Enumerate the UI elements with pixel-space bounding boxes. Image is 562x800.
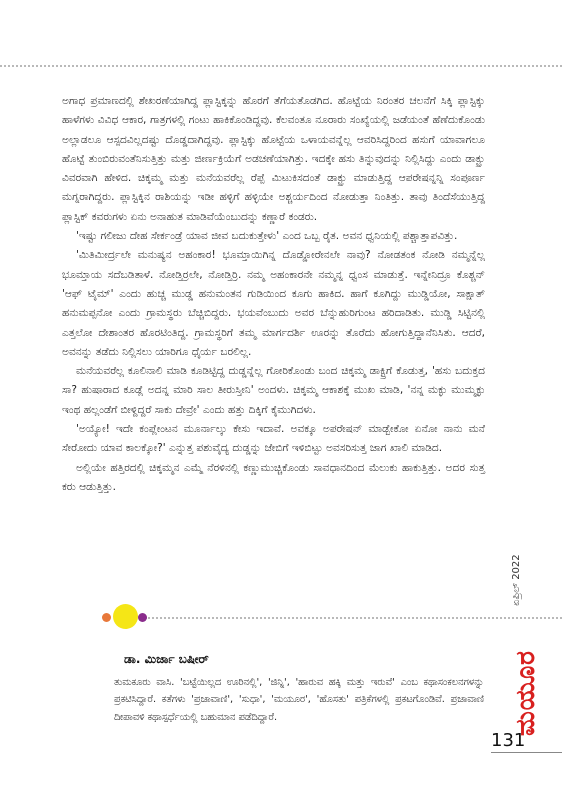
article-paragraph: 'ಇಷ್ಟು ಗಲೀಜು ದೇಹ ಸೇರ್ಕಂಡ್ರೆ ಯಾವ ಜೀವ ಬದುಕುತ್ತೇಳು' ಎಂದ ಒಬ್ಬ ರೈತ. ಅವನ ಧ್ವನಿಯಲ್ಲಿ ಪಶ್ಚಾತ್ತಾಪವಿತ್ತು.: [76, 230, 458, 243]
purple-dot-ornament: [138, 613, 147, 622]
article-paragraph: 'ಮಿತಿಮೀರ್ದ್ರಲೇ ಮನುಷ್ಯನ ಅಹಂಕಾರ! ಭೂಮ್ತಾಯಿಗಿನ್ನ ದೊಡ್ಡೋರೇನಲೇ ನಾವು? ನೋಡತಂಕ ನೋಡಿ ನಮ್ಮನ್ನೆಲ್ಲ ಭೂಮ್ತಾಯ ಸದೆಬಡಿತಾಳೆ. ನೋಡ್ತಿರ್ರಲೇ, ನೋಡ್ತಿರ್ರಿ. ನಮ್ಮ ಅಹಂಕಾರನೇ ನಮ್ಮನ್ನ ಧ್ವಂಸ ಮಾಡುತ್ತೆ. ಇನ್ನೇನಿದ್ರೂ ಕೊಶ್ಚನ್ 'ಆಫ್ ಟೈಮ್' ಎಂದು ಹುಚ್ಚ ಮುಡ್ಡ ಹನುಮಂತನ ಗುಡಿಯಿಂದ ಕೂಗು ಹಾಕಿದ. ಹಾಗೆ ಕೂಗಿದ್ದು ಮುಡ್ಡಿಯೋ, ಸಾಕ್ಷಾತ್ ಹನುಮಪ್ಪನೋ ಎಂದು ಗ್ರಾಮಸ್ಥರು ಬೆಚ್ಚಿಬಿದ್ದರು. ಭಯವೆಂಬುದು ಅವರ ಬೆನ್ನುಹುರಿಗುಂಟ ಹರಿದಾಡಿತು. ಮುಡ್ಡಿ ಸಿಟ್ಟಿನಲ್ಲಿ ಎತ್ತಲೋ ದೇಶಾಂತರ ಹೊರಟಿಂತಿದ್ದ. ಗ್ರಾಮಸ್ಥರಿಗೆ ತಮ್ಮ ಮಾರ್ಗದರ್ಶಿ ಊರನ್ನು ತೊರೆದು ಹೋಗುತ್ತಿದ್ದಾನೆನಿಸಿತು. ಆದರೆ, ಅವನನ್ನು ತಡೆದು ನಿಲ್ಲಿಸಲು ಯಾರಿಗೂ ಧೈರ್ಯ ಬರಲಿಲ್ಲ.: [62, 249, 485, 358]
top-dotted-rule: [0, 65, 562, 67]
magazine-logo: ಮಯೂರ: [511, 650, 541, 736]
section-dotted-rule: [145, 617, 562, 619]
article-paragraph: ಮನೆಯವರೆಲ್ಲ ಕೂಲಿನಾಲಿ ಮಾಡಿ ಕೂಡಿಟ್ಟಿದ್ದ ದುಡ್ಡನ್ನೆಲ್ಲ ಗೋರಿಕೊಂಡು ಬಂದ ಚಿಕ್ಕಮ್ಮ ಡಾಕ್ಟ್ರಿಗೆ ಕೊಡುತ್ತ, 'ಹಸು ಬದುಕ್ತದ ಸಾ? ಹುಷಾರಾದ ಕೂಡ್ಲೆ ಅದನ್ನ ಮಾರಿ ಸಾಲ ತೀರುಸ್ತೀನಿ' ಅಂದಳು. ಚಿಕ್ಕಮ್ಮ ಆಕಾಶಕ್ಕೆ ಮುಖ ಮಾಡಿ, 'ನನ್ನ ಮಕ್ಳು ಮುಮ್ಮಕ್ಳು ಇಂಥ ಹಲ್ಲಂಡೆಗೆ ಬೀಳ್ದಿದ್ದರೆ ಸಾಕು ದೇವ್ರೇ' ಎಂದು ಹತ್ತು ದಿಕ್ಕಿಗೆ ಕೈಮುಗಿದಳು.: [62, 365, 485, 416]
orange-dot-ornament: [102, 613, 111, 622]
page-number: 131: [491, 730, 526, 751]
article-body: [62, 92, 485, 497]
author-bio: ತುಮಕೂರು ವಾಸಿ. 'ಬಟ್ಟೆಯಿಲ್ಲದ ಊರಿನಲ್ಲಿ', 'ಜಿನ್ನಿ', 'ಹಾರುವ ಹಕ್ಕಿ ಮತ್ತು ಇರುವೆ' ಎಂಬ ಕಥಾಸಂಕಲನಗಳನ್ನು ಪ್ರಕಟಿಸಿದ್ದಾರೆ. ಕತೆಗಳು 'ಪ್ರಜಾವಾಣಿ', 'ಸುಧಾ', 'ಮಯೂರ', 'ಹೊಸತು' ಪತ್ರಿಕೆಗಳಲ್ಲಿ ಪ್ರಕಟಗೊಂಡಿವೆ. ಪ್ರಜಾವಾಣಿ ದೀಪಾವಳಿ ಕಥಾಸ್ಪರ್ಧೆಯಲ್ಲಿ ಬಹುಮಾನ ಪಡೆದಿದ್ದಾರೆ.: [114, 677, 484, 723]
article-paragraph: 'ಅಯ್ಯೋ! ಇದೇ ಕಂಪ್ಲೇಂಟನ ಮೂರ್ನಾಲ್ಕು ಕೇಸು ಇದಾವೆ. ಅವಕ್ಕೂ ಅಪರೇಷನ್ ಮಾಡ್ಬೇಕೋ ಏನೋ ನಾನು ಮನೆ ಸೇರೋದು ಯಾವ ಕಾಲಕ್ಕೋ?' ಎನ್ನುತ್ತ ಪಶುವೈದ್ಯ ದುಡ್ಡನ್ನು ಜೇಬಿಗೆ ಇಳಿಬಿಟ್ಟು ಅವಸರಿಸುತ್ತ ಜಾಗ ಖಾಲಿ ಮಾಡಿದ.: [62, 423, 485, 455]
page-number-rule: [491, 752, 562, 753]
author-name: ಡಾ. ಮಿರ್ಜಾ ಬಷೀರ್: [124, 652, 209, 666]
issue-date: ಏಪ್ರಿಲ್ 2022: [511, 554, 522, 606]
article-paragraph: ಅಲ್ಲಿಯೇ ಹತ್ತಿರದಲ್ಲಿ ಚಿಕ್ಕಮ್ಮನ ಎಮ್ಮೆ ನೆರಳಿನಲ್ಲಿ ಕಣ್ಣುಮುಚ್ಚಿಕೊಂಡು ಸಾವಧಾನದಿಂದ ಮೆಲುಕು ಹಾಕುತ್ತಿತ್ತು. ಅದರ ಸುತ್ತ ಕರು ಆಡುತ್ತಿತ್ತು.: [62, 461, 485, 493]
article-paragraph: ಅಗಾಧ ಪ್ರಮಾಣದಲ್ಲಿ ಶೇಖರಣೆಯಾಗಿದ್ದ ಪ್ಲಾಸ್ಟಿಕ್ಕನ್ನು ಹೊರಗೆ ತೆಗೆಯತೊಡಗಿದ. ಹೊಟ್ಟೆಯ ನಿರಂತರ ಚಲನೆಗೆ ಸಿಕ್ಕಿ ಪ್ಲಾಸ್ಟಿಕ್ಕು ಹಾಳೆಗಳು ವಿವಿಧ ಆಕಾರ, ಗಾತ್ರಗಳಲ್ಲಿ ಗಂಟು ಹಾಕಿಕೊಂಡಿದ್ದವು. ಕೆಲವಂತೂ ನೂರಾರು ಸಂಖ್ಯೆಯಲ್ಲಿ ಜಡೆಯಂತೆ ಹೆಣೆದುಕೊಂಡು ಅಲ್ಲಾಡಲೂ ಆಸ್ಪದವಿಲ್ಲದಷ್ಟು ದೊಡ್ಡದಾಗಿದ್ದವು. ಪ್ಲಾಸ್ಟಿಕ್ಕು ಹೊಟ್ಟೆಯ ಒಳಾಯವನ್ನೆಲ್ಲ ಆವರಿಸಿದ್ದರಿಂದ ಹಸುಗೆ ಯಾವಾಗಲೂ ಹೊಟ್ಟೆ ತುಂಬಿರುವಂತೆನಿಸುತ್ತಿತ್ತು ಮತ್ತು ಜೀರ್ಣಕ್ರಿಯೆಗೆ ಅಡಚಣೆಯಾಗಿತ್ತು. ಇದಕ್ಕೇ ಹಸು ತಿನ್ನುವುದನ್ನು ನಿಲ್ಲಿಸಿದ್ದು ಎಂದು ಡಾಕ್ಟ್ರು ವಿವರವಾಗಿ ಹೇಳಿದ. ಚಿಕ್ಕಮ್ಮ ಮತ್ತು ಮನೆಯವರೆಲ್ಲ ರೆಪ್ಪೆ ಮಿಟುಕಿಸದಂತೆ ಡಾಕ್ಟ್ರು ಮಾಡುತ್ತಿದ್ದ ಆಪರೇಷನ್ನನ್ನಿ ಸಂಪೂರ್ಣ ಮಗ್ನರಾಗಿದ್ದರು. ಪ್ಲಾಸ್ಟಿಕ್ಕಿನ ರಾಶಿಯನ್ನು ಇಡೀ ಹಳ್ಳಿಗೆ ಹಳ್ಳಿಯೇ ಅಶ್ಚರ್ಯದಿಂದ ನೋಡುತ್ತಾ ನಿಂತಿತ್ತು. ತಾವು ತಿಂದೆಸೆಯುತ್ತಿದ್ದ ಪ್ಲಾಸ್ಟಿಕ್ ಕವರುಗಳು ಏನು ಅನಾಹುತ ಮಾಡಿವೆಯೆಂಬುದನ್ನು ಕಣ್ಣಾರೆ ಕಂಡರು.: [62, 95, 485, 223]
yellow-dot-ornament: [113, 604, 138, 629]
